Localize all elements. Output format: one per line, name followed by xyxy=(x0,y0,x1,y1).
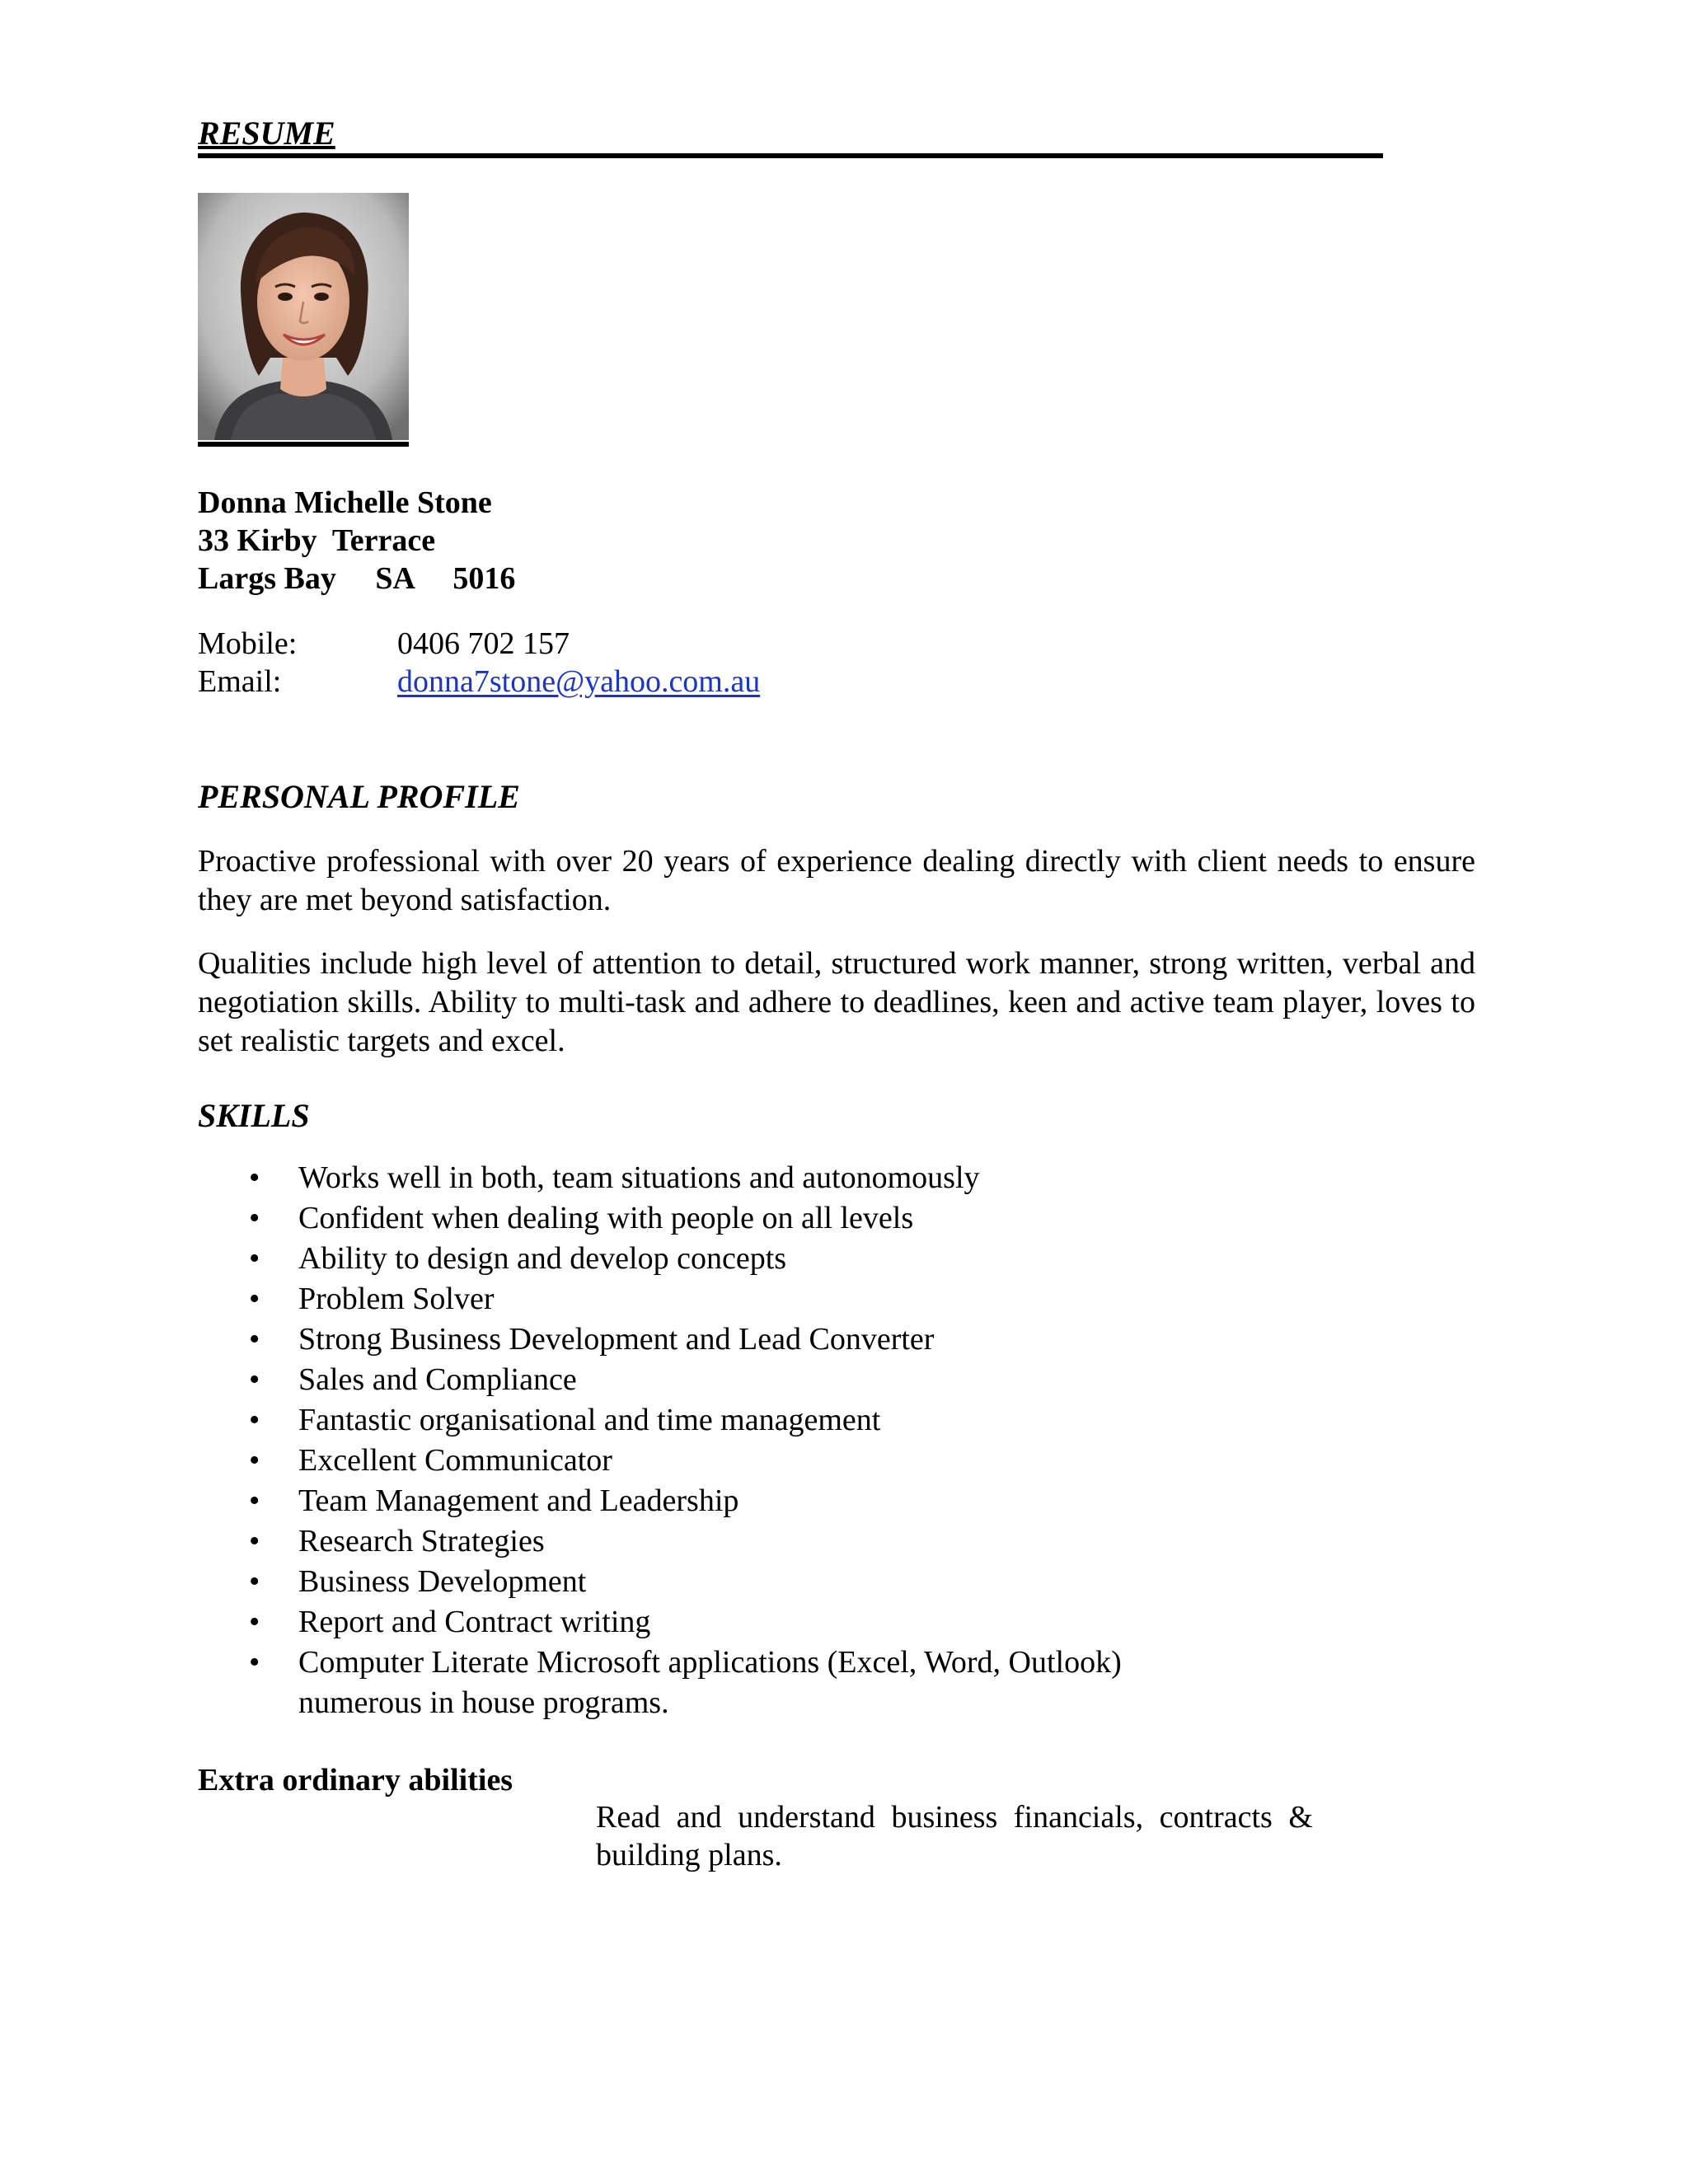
bullet-icon: • xyxy=(249,1322,260,1357)
list-item: • Strong Business Development and Lead Converter xyxy=(198,1319,1122,1360)
profile-photo xyxy=(198,193,409,447)
resume-heading-text: RESUME xyxy=(198,115,335,152)
bullet-icon: • xyxy=(249,1362,260,1397)
profile-paragraph-2: Qualities include high level of attention to detail, structured work manner, strong written, verbal and negotiation skills. Ability to multi-task and adhere to deadlines, keen and active team player, loves to set realistic targets and excel. xyxy=(198,946,1475,1058)
mobile-value: 0406 702 157 xyxy=(397,626,570,661)
list-item: • Ability to design and develop concepts xyxy=(198,1239,1122,1279)
address-line-2: Largs Bay SA 5016 xyxy=(198,561,516,596)
contact-block xyxy=(198,625,760,701)
extra-abilities-title: Extra ordinary abilities xyxy=(198,1763,513,1797)
bullet-icon: • xyxy=(249,1564,260,1599)
skills-title: SKILLS xyxy=(198,1097,310,1134)
bullet-icon: • xyxy=(249,1403,260,1437)
bullet-icon: • xyxy=(249,1282,260,1316)
bullet-icon: • xyxy=(249,1605,260,1639)
address-line-1: 33 Kirby Terrace xyxy=(198,523,436,558)
bullet-icon: • xyxy=(249,1443,260,1478)
list-item: • Problem Solver xyxy=(198,1279,1122,1319)
list-item: • Research Strategies xyxy=(198,1521,1122,1562)
identity-block xyxy=(198,484,515,598)
list-item: • Fantastic organisational and time management xyxy=(198,1400,1122,1441)
list-item: • Computer Literate Microsoft applications (Excel, Word, Outlook) numerous in house programs. xyxy=(198,1643,1122,1723)
mobile-row xyxy=(198,625,760,663)
bullet-icon: • xyxy=(249,1201,260,1235)
bullet-icon: • xyxy=(249,1524,260,1558)
list-item: • Confident when dealing with people on all levels xyxy=(198,1198,1122,1239)
email-row xyxy=(198,663,760,701)
resume-heading xyxy=(198,114,1383,158)
bullet-icon: • xyxy=(249,1160,260,1195)
list-item: • Report and Contract writing xyxy=(198,1602,1122,1643)
list-item-continuation: numerous in house programs. xyxy=(298,1685,669,1720)
profile-paragraph-1: Proactive professional with over 20 years of experience dealing directly with client needs to ensure they are met beyond satisfaction. xyxy=(198,844,1475,917)
bullet-icon: • xyxy=(249,1483,260,1518)
list-item: • Business Development xyxy=(198,1562,1122,1602)
list-item: • Excellent Communicator xyxy=(198,1441,1122,1481)
list-item: • Team Management and Leadership xyxy=(198,1481,1122,1521)
bullet-icon: • xyxy=(249,1241,260,1276)
full-name: Donna Michelle Stone xyxy=(198,485,492,520)
personal-profile-title: PERSONAL PROFILE xyxy=(198,778,520,815)
list-item: • Sales and Compliance xyxy=(198,1360,1122,1400)
bullet-icon: • xyxy=(249,1645,260,1680)
email-link[interactable]: donna7stone@yahoo.com.au xyxy=(397,664,761,699)
skills-list xyxy=(198,1158,1122,1723)
email-label: Email: xyxy=(198,664,282,699)
extra-abilities-text: Read and understand business financials, contracts & building plans. xyxy=(596,1800,1313,1872)
mobile-label: Mobile: xyxy=(198,626,298,661)
list-item: • Works well in both, team situations and autonomously xyxy=(198,1158,1122,1198)
